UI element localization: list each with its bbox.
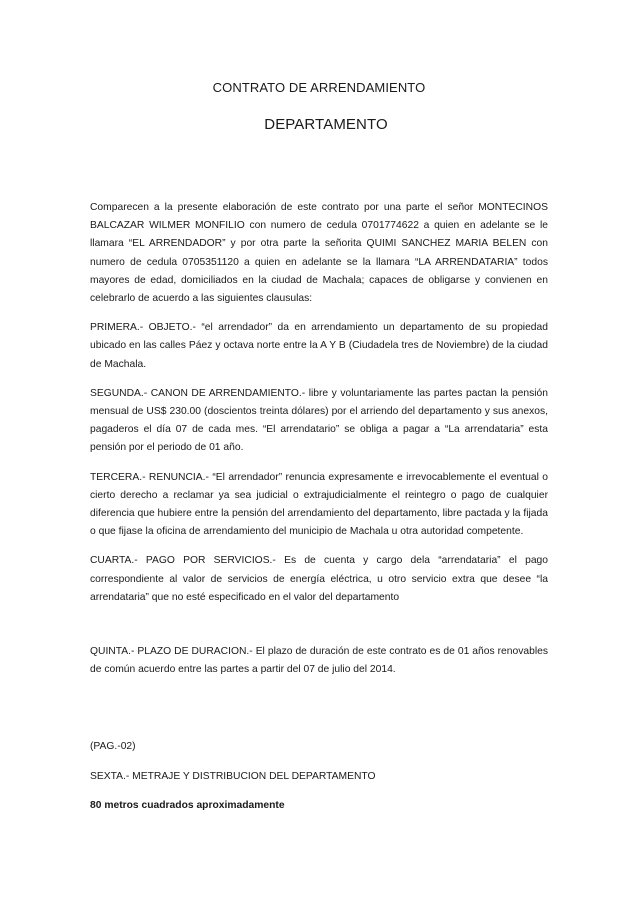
intro-paragraph: Comparecen a la presente elaboración de este contrato por una parte el señor MONTECINOS BALCAZAR WILMER MONFILIO con numero de cedula 0701774622 a quien en adelante se le llamara “EL ARRENDADOR” y por otra parte la señorita QUIMI SANCHEZ MARIA BELEN con numero de cedula 0705351120 a quien en adelante se la llamara “LA ARRENDATARIA” todos mayores de edad, domiciliados en la ciudad de Machala; capaces de obligarse y convienen en celebrarlo de acuerdo a las siguientes clausulas: (90, 202, 548, 305)
clause-sexta: SEXTA.- METRAJE Y DISTRIBUCION DEL DEPARTAMENTO (90, 770, 376, 782)
document-body (90, 199, 548, 826)
clause-tercera: TERCERA.- RENUNCIA.- “El arrendador” renuncia expresamente e irrevocablemente el eventual o cierto derecho a reclamar ya sea judicial o extrajudicialmente el reintegro o pago de cualquier diferencia que hubiere entre la pensión del arrendamiento del departamento, libre pactada y la fijada o que fijase la oficina de arrendamiento del municipio de Machala u otra autoridad competente. (90, 471, 548, 538)
page-marker: (PAG.-02) (90, 741, 136, 753)
metraje-text: 80 metros cuadrados aproximadamente (90, 799, 285, 811)
clause-primera: PRIMERA.- OBJETO.- “el arrendador” da en arrendamiento un departamento de su propiedad ubicado en las calles Páez y octava norte entre la A Y B (Ciudadela tres de Noviembre) de la ciudad de Machala. (90, 322, 548, 370)
clause-cuarta: CUARTA.- PAGO POR SERVICIOS.- Es de cuenta y cargo dela “arrendataria” el pago correspondiente al valor de servicios de energía eléctrica, u otro servicio extra que desee “la arrendataria” que no esté especificado en el valor del departamento (90, 555, 548, 603)
clause-quinta: QUINTA.- PLAZO DE DURACION.- El plazo de duración de este contrato es de 01 años renovables de común acuerdo entre las partes a partir del 07 de julio del 2014. (90, 646, 548, 676)
spacer (90, 618, 548, 643)
clause-segunda: SEGUNDA.- CANON DE ARRENDAMIENTO.- libre y voluntariamente las partes pactan la pensión mensual de US$ 230.00 (doscientos treinta dólares) por el arriendo del departamento y sus anexos, pagaderos el día 07 de cada mes. “El arrendatario” se obliga a pagar a “La arrendataria” esta pensión por el periodo de 01 año. (90, 387, 548, 454)
document-title: CONTRATO DE ARRENDAMIENTO (212, 80, 426, 95)
document-subtitle: DEPARTAMENTO (264, 116, 388, 133)
spacer (90, 690, 548, 738)
